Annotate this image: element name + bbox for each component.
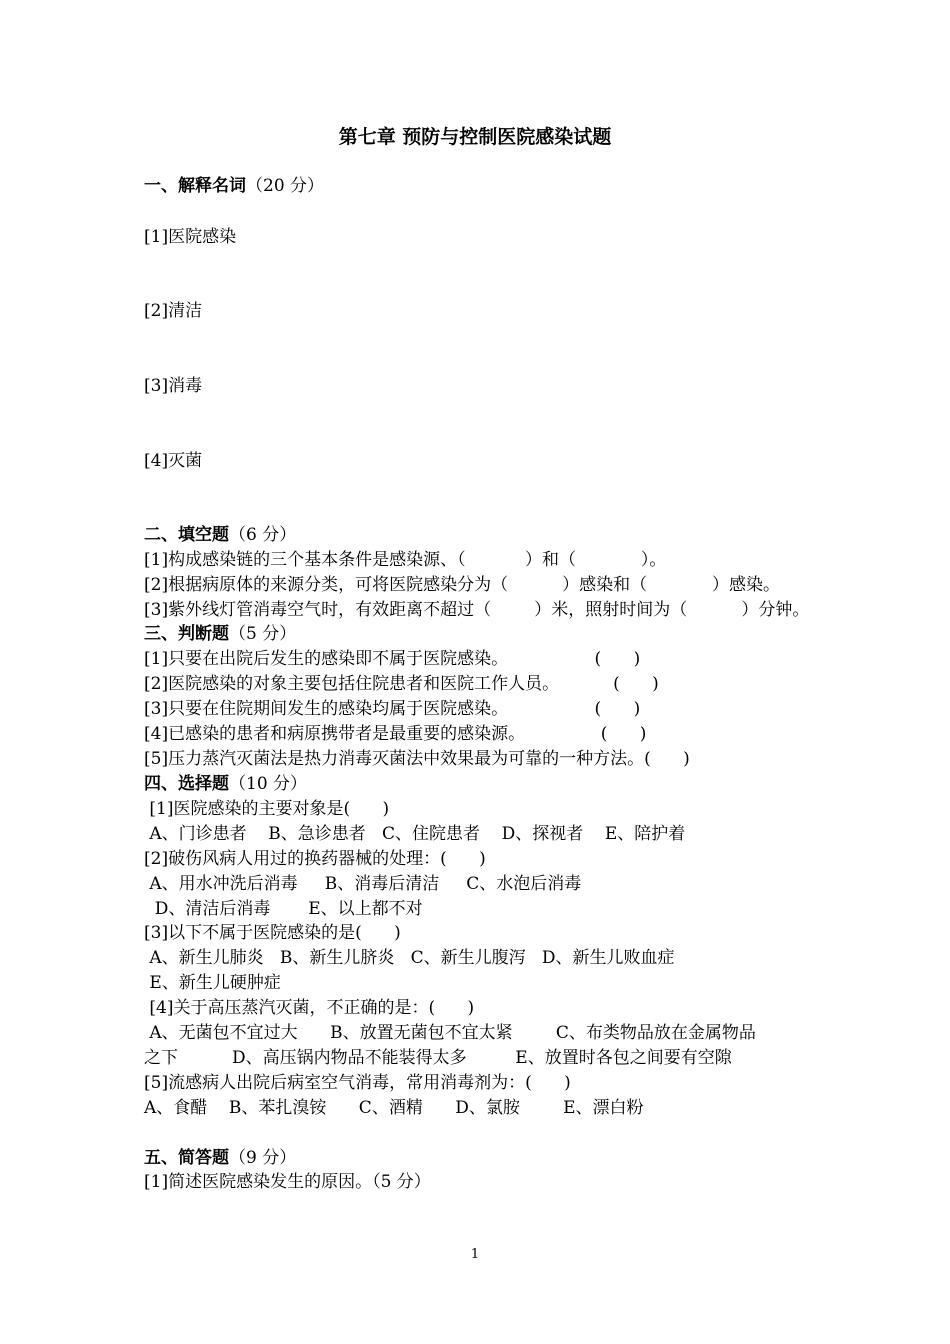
choice-question: [1]医院感染的主要对象是( ) (144, 799, 390, 819)
true-false-item: [5]压力蒸汽灭菌法是热力消毒灭菌法中效果最为可靠的一种方法。( ) (144, 749, 690, 769)
choice-question: [3]以下不属于医院感染的是( ) (144, 923, 401, 943)
choice-options: A、新生儿肺炎 B、新生儿脐炎 C、新生儿腹泻 D、新生儿败血症 (144, 948, 675, 968)
choice-options: D、清洁后消毒 E、以上都不对 (144, 899, 423, 919)
page-number: 1 (470, 1247, 480, 1262)
definition-item: [3]消毒 (144, 376, 203, 396)
short-answer-item: [1]简述医院感染发生的原因。（5 分） (144, 1172, 431, 1192)
choice-question: [5]流感病人出院后病室空气消毒，常用消毒剂为：( ) (144, 1073, 571, 1093)
definition-item: [1]医院感染 (144, 227, 237, 247)
definition-item: [2]清洁 (144, 301, 203, 321)
choice-options: A、用水冲洗后消毒 B、消毒后清洁 C、水泡后消毒 (144, 874, 582, 894)
section-heading-short-answer: 五、简答题（9 分） (144, 1148, 297, 1168)
section-heading-fill-blank: 二、填空题（6 分） (144, 525, 297, 545)
section-heading-true-false: 三、判断题（5 分） (144, 624, 297, 644)
page-title: 第七章 预防与控制医院感染试题 (338, 126, 612, 148)
choice-question: [4]关于高压蒸汽灭菌，不正确的是：( ) (144, 998, 475, 1018)
true-false-item: [3]只要在住院期间发生的感染均属于医院感染。 ( ) (144, 699, 641, 719)
choice-question: [2]破伤风病人用过的换药器械的处理：( ) (144, 849, 486, 869)
fill-blank-item: [2]根据病原体的来源分类，可将医院感染分为（ ）感染和（ ）感染。 (144, 575, 780, 595)
definition-item: [4]灭菌 (144, 451, 203, 471)
choice-options: A、食醋 B、苯扎溴铵 C、酒精 D、氯胺 E、漂白粉 (144, 1098, 644, 1118)
section-heading-multiple-choice: 四、选择题（10 分） (144, 774, 308, 794)
choice-options: A、门诊患者 B、急诊患者 C、住院患者 D、探视者 E、陪护着 (144, 824, 686, 844)
choice-options: 之下 D、高压锅内物品不能装得太多 E、放置时各包之间要有空隙 (144, 1048, 732, 1068)
fill-blank-item: [3]紫外线灯管消毒空气时，有效距离不超过（ ）米，照射时间为（ ）分钟。 (144, 600, 810, 620)
true-false-item: [4]已感染的患者和病原携带者是最重要的感染源。 ( ) (144, 724, 647, 744)
section-heading-definitions: 一、解释名词（20 分） (144, 176, 325, 196)
choice-options: A、无菌包不宜过大 B、放置无菌包不宜太紧 C、布类物品放在金属物品 (144, 1023, 756, 1043)
true-false-item: [2]医院感染的对象主要包括住院患者和医院工作人员。 ( ) (144, 674, 659, 694)
true-false-item: [1]只要在出院后发生的感染即不属于医院感染。 ( ) (144, 649, 641, 669)
choice-options: E、新生儿硬肿症 (144, 973, 281, 993)
fill-blank-item: [1]构成感染链的三个基本条件是感染源、（ ）和（ ）。 (144, 550, 667, 570)
